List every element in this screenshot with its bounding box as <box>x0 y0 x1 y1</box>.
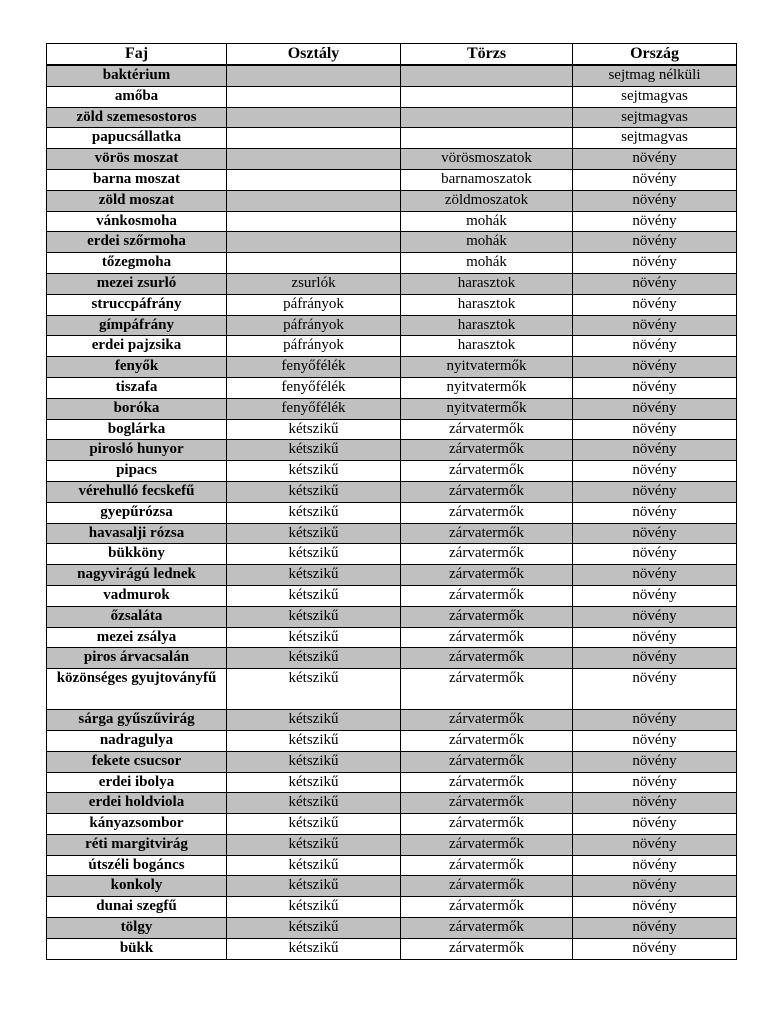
cell-osztaly: kétszikű <box>227 730 401 751</box>
cell-orszag: növény <box>573 876 737 897</box>
cell-torzs: zárvatermők <box>401 876 573 897</box>
cell-osztaly: páfrányok <box>227 315 401 336</box>
table-row <box>47 565 737 586</box>
cell-torzs: vörösmoszatok <box>401 149 573 170</box>
cell-orszag: sejtmag nélküli <box>573 65 737 86</box>
cell-faj: dunai szegfű <box>47 897 227 918</box>
cell-orszag: növény <box>573 440 737 461</box>
cell-osztaly: kétszikű <box>227 834 401 855</box>
cell-faj: fekete csucsor <box>47 751 227 772</box>
table-row <box>47 232 737 253</box>
cell-orszag: növény <box>573 169 737 190</box>
cell-orszag: sejtmagvas <box>573 86 737 107</box>
cell-torzs: harasztok <box>401 294 573 315</box>
cell-orszag: növény <box>573 669 737 710</box>
cell-osztaly: kétszikű <box>227 710 401 731</box>
cell-torzs: zárvatermők <box>401 440 573 461</box>
cell-osztaly <box>227 190 401 211</box>
table-row <box>47 606 737 627</box>
cell-orszag: növény <box>573 149 737 170</box>
cell-faj: bükköny <box>47 544 227 565</box>
cell-orszag: növény <box>573 315 737 336</box>
cell-faj: vánkosmoha <box>47 211 227 232</box>
cell-torzs: zárvatermők <box>401 585 573 606</box>
cell-torzs: zárvatermők <box>401 897 573 918</box>
table-row <box>47 419 737 440</box>
table-row <box>47 86 737 107</box>
cell-osztaly <box>227 253 401 274</box>
cell-osztaly: kétszikű <box>227 585 401 606</box>
table-row <box>47 377 737 398</box>
table-row <box>47 876 737 897</box>
table-row <box>47 398 737 419</box>
cell-torzs: zárvatermők <box>401 419 573 440</box>
cell-faj: fenyők <box>47 357 227 378</box>
cell-osztaly: kétszikű <box>227 669 401 710</box>
cell-torzs: nyitvatermők <box>401 357 573 378</box>
cell-torzs: zárvatermők <box>401 669 573 710</box>
cell-osztaly: kétszikű <box>227 606 401 627</box>
cell-orszag: növény <box>573 232 737 253</box>
cell-faj: kányazsombor <box>47 814 227 835</box>
table-row <box>47 855 737 876</box>
cell-orszag: növény <box>573 190 737 211</box>
cell-orszag: növény <box>573 211 737 232</box>
cell-torzs: zárvatermők <box>401 834 573 855</box>
cell-torzs: harasztok <box>401 273 573 294</box>
cell-osztaly: páfrányok <box>227 336 401 357</box>
cell-faj: barna moszat <box>47 169 227 190</box>
cell-torzs: zárvatermők <box>401 565 573 586</box>
cell-faj: havasalji rózsa <box>47 523 227 544</box>
header-orszag: Ország <box>573 44 737 66</box>
cell-osztaly <box>227 211 401 232</box>
cell-osztaly: kétszikű <box>227 793 401 814</box>
cell-orszag: növény <box>573 419 737 440</box>
cell-torzs: mohák <box>401 211 573 232</box>
cell-orszag: növény <box>573 253 737 274</box>
cell-orszag: növény <box>573 461 737 482</box>
cell-orszag: növény <box>573 357 737 378</box>
cell-faj: tőzegmoha <box>47 253 227 274</box>
cell-faj: boglárka <box>47 419 227 440</box>
cell-faj: baktérium <box>47 65 227 86</box>
cell-orszag: növény <box>573 751 737 772</box>
cell-torzs <box>401 107 573 128</box>
header-faj: Faj <box>47 44 227 66</box>
table-row <box>47 169 737 190</box>
cell-torzs <box>401 86 573 107</box>
cell-faj: közönséges gyujtoványfű <box>47 669 227 710</box>
table-row <box>47 710 737 731</box>
cell-osztaly: kétszikű <box>227 461 401 482</box>
cell-osztaly: kétszikű <box>227 772 401 793</box>
cell-faj: mezei zsurló <box>47 273 227 294</box>
cell-orszag: növény <box>573 897 737 918</box>
cell-faj: konkoly <box>47 876 227 897</box>
cell-orszag: növény <box>573 273 737 294</box>
cell-torzs: zárvatermők <box>401 544 573 565</box>
cell-torzs: zárvatermők <box>401 461 573 482</box>
cell-orszag: sejtmagvas <box>573 128 737 149</box>
cell-torzs: zárvatermők <box>401 772 573 793</box>
cell-osztaly <box>227 232 401 253</box>
table-row <box>47 648 737 669</box>
cell-osztaly: páfrányok <box>227 294 401 315</box>
cell-faj: zöld moszat <box>47 190 227 211</box>
cell-faj: erdei ibolya <box>47 772 227 793</box>
table-row <box>47 336 737 357</box>
table-row <box>47 627 737 648</box>
cell-orszag: növény <box>573 814 737 835</box>
table-row <box>47 211 737 232</box>
cell-osztaly: kétszikű <box>227 814 401 835</box>
cell-osztaly: kétszikű <box>227 565 401 586</box>
cell-torzs: zárvatermők <box>401 648 573 669</box>
cell-faj: sárga gyűszűvirág <box>47 710 227 731</box>
cell-osztaly: kétszikű <box>227 876 401 897</box>
cell-torzs: nyitvatermők <box>401 398 573 419</box>
table-row <box>47 294 737 315</box>
table-row <box>47 315 737 336</box>
table-row <box>47 814 737 835</box>
cell-osztaly: fenyőfélék <box>227 377 401 398</box>
cell-osztaly: zsurlók <box>227 273 401 294</box>
cell-orszag: növény <box>573 585 737 606</box>
cell-osztaly: kétszikű <box>227 440 401 461</box>
cell-faj: gyepűrózsa <box>47 502 227 523</box>
cell-orszag: növény <box>573 336 737 357</box>
cell-faj: nagyvirágú lednek <box>47 565 227 586</box>
header-torzs: Törzs <box>401 44 573 66</box>
cell-faj: erdei szőrmoha <box>47 232 227 253</box>
cell-osztaly: kétszikű <box>227 481 401 502</box>
cell-orszag: növény <box>573 730 737 751</box>
cell-osztaly: kétszikű <box>227 918 401 939</box>
cell-osztaly: kétszikű <box>227 751 401 772</box>
cell-orszag: növény <box>573 502 737 523</box>
cell-torzs <box>401 128 573 149</box>
table-row <box>47 149 737 170</box>
cell-orszag: növény <box>573 398 737 419</box>
cell-faj: tiszafa <box>47 377 227 398</box>
cell-osztaly: kétszikű <box>227 502 401 523</box>
table-row <box>47 834 737 855</box>
cell-orszag: növény <box>573 523 737 544</box>
cell-faj: papucsállatka <box>47 128 227 149</box>
cell-torzs: harasztok <box>401 336 573 357</box>
cell-orszag: növény <box>573 627 737 648</box>
table-row <box>47 751 737 772</box>
cell-faj: vadmurok <box>47 585 227 606</box>
cell-faj: mezei zsálya <box>47 627 227 648</box>
header-row <box>47 44 737 66</box>
cell-orszag: növény <box>573 565 737 586</box>
cell-faj: piros árvacsalán <box>47 648 227 669</box>
cell-faj: nadragulya <box>47 730 227 751</box>
table-row <box>47 461 737 482</box>
cell-osztaly: fenyőfélék <box>227 398 401 419</box>
cell-torzs: zárvatermők <box>401 627 573 648</box>
cell-orszag: növény <box>573 855 737 876</box>
cell-orszag: növény <box>573 544 737 565</box>
table-row <box>47 65 737 86</box>
cell-torzs: zárvatermők <box>401 606 573 627</box>
cell-torzs: zárvatermők <box>401 938 573 959</box>
table-row <box>47 730 737 751</box>
cell-faj: pipacs <box>47 461 227 482</box>
table-row <box>47 502 737 523</box>
cell-faj: őzsaláta <box>47 606 227 627</box>
cell-orszag: növény <box>573 834 737 855</box>
cell-faj: zöld szemesostoros <box>47 107 227 128</box>
cell-torzs: zöldmoszatok <box>401 190 573 211</box>
cell-torzs: zárvatermők <box>401 502 573 523</box>
cell-faj: bükk <box>47 938 227 959</box>
table-row <box>47 793 737 814</box>
cell-orszag: növény <box>573 772 737 793</box>
table-row <box>47 357 737 378</box>
cell-torzs: zárvatermők <box>401 751 573 772</box>
cell-faj: vörös moszat <box>47 149 227 170</box>
cell-torzs: zárvatermők <box>401 855 573 876</box>
table-row <box>47 253 737 274</box>
cell-orszag: növény <box>573 606 737 627</box>
cell-osztaly: kétszikű <box>227 897 401 918</box>
table-row <box>47 544 737 565</box>
cell-orszag: növény <box>573 648 737 669</box>
cell-osztaly <box>227 107 401 128</box>
cell-torzs: zárvatermők <box>401 710 573 731</box>
cell-faj: pirosló hunyor <box>47 440 227 461</box>
cell-faj: erdei holdviola <box>47 793 227 814</box>
cell-faj: vérehulló fecskefű <box>47 481 227 502</box>
cell-osztaly: kétszikű <box>227 938 401 959</box>
table-row <box>47 523 737 544</box>
table-row <box>47 585 737 606</box>
cell-osztaly: kétszikű <box>227 419 401 440</box>
cell-faj: útszéli bogáncs <box>47 855 227 876</box>
header-osztaly: Osztály <box>227 44 401 66</box>
table-row <box>47 190 737 211</box>
table-row <box>47 481 737 502</box>
species-table <box>46 43 737 960</box>
cell-faj: réti margitvirág <box>47 834 227 855</box>
table-row <box>47 772 737 793</box>
cell-torzs: barnamoszatok <box>401 169 573 190</box>
cell-osztaly: kétszikű <box>227 648 401 669</box>
cell-torzs: zárvatermők <box>401 918 573 939</box>
table-row <box>47 440 737 461</box>
cell-orszag: sejtmagvas <box>573 107 737 128</box>
cell-faj: gímpáfrány <box>47 315 227 336</box>
cell-osztaly: kétszikű <box>227 544 401 565</box>
cell-osztaly: fenyőfélék <box>227 357 401 378</box>
cell-faj: tölgy <box>47 918 227 939</box>
cell-osztaly <box>227 169 401 190</box>
cell-osztaly <box>227 86 401 107</box>
table-row <box>47 107 737 128</box>
cell-orszag: növény <box>573 918 737 939</box>
cell-orszag: növény <box>573 710 737 731</box>
cell-torzs: mohák <box>401 253 573 274</box>
cell-torzs <box>401 65 573 86</box>
cell-torzs: zárvatermők <box>401 481 573 502</box>
cell-osztaly: kétszikű <box>227 855 401 876</box>
table-row <box>47 273 737 294</box>
cell-torzs: nyitvatermők <box>401 377 573 398</box>
cell-torzs: zárvatermők <box>401 730 573 751</box>
table-row <box>47 128 737 149</box>
table-row <box>47 669 737 710</box>
table-row <box>47 938 737 959</box>
cell-torzs: mohák <box>401 232 573 253</box>
cell-orszag: növény <box>573 938 737 959</box>
cell-osztaly <box>227 128 401 149</box>
cell-orszag: növény <box>573 793 737 814</box>
cell-torzs: zárvatermők <box>401 793 573 814</box>
cell-faj: erdei pajzsika <box>47 336 227 357</box>
cell-osztaly <box>227 65 401 86</box>
cell-torzs: harasztok <box>401 315 573 336</box>
cell-torzs: zárvatermők <box>401 814 573 835</box>
cell-osztaly: kétszikű <box>227 627 401 648</box>
cell-orszag: növény <box>573 481 737 502</box>
cell-orszag: növény <box>573 377 737 398</box>
cell-orszag: növény <box>573 294 737 315</box>
table-row <box>47 897 737 918</box>
cell-torzs: zárvatermők <box>401 523 573 544</box>
cell-faj: struccpáfrány <box>47 294 227 315</box>
cell-osztaly: kétszikű <box>227 523 401 544</box>
table-row <box>47 918 737 939</box>
cell-faj: amőba <box>47 86 227 107</box>
cell-faj: boróka <box>47 398 227 419</box>
cell-osztaly <box>227 149 401 170</box>
table-body <box>47 65 737 959</box>
